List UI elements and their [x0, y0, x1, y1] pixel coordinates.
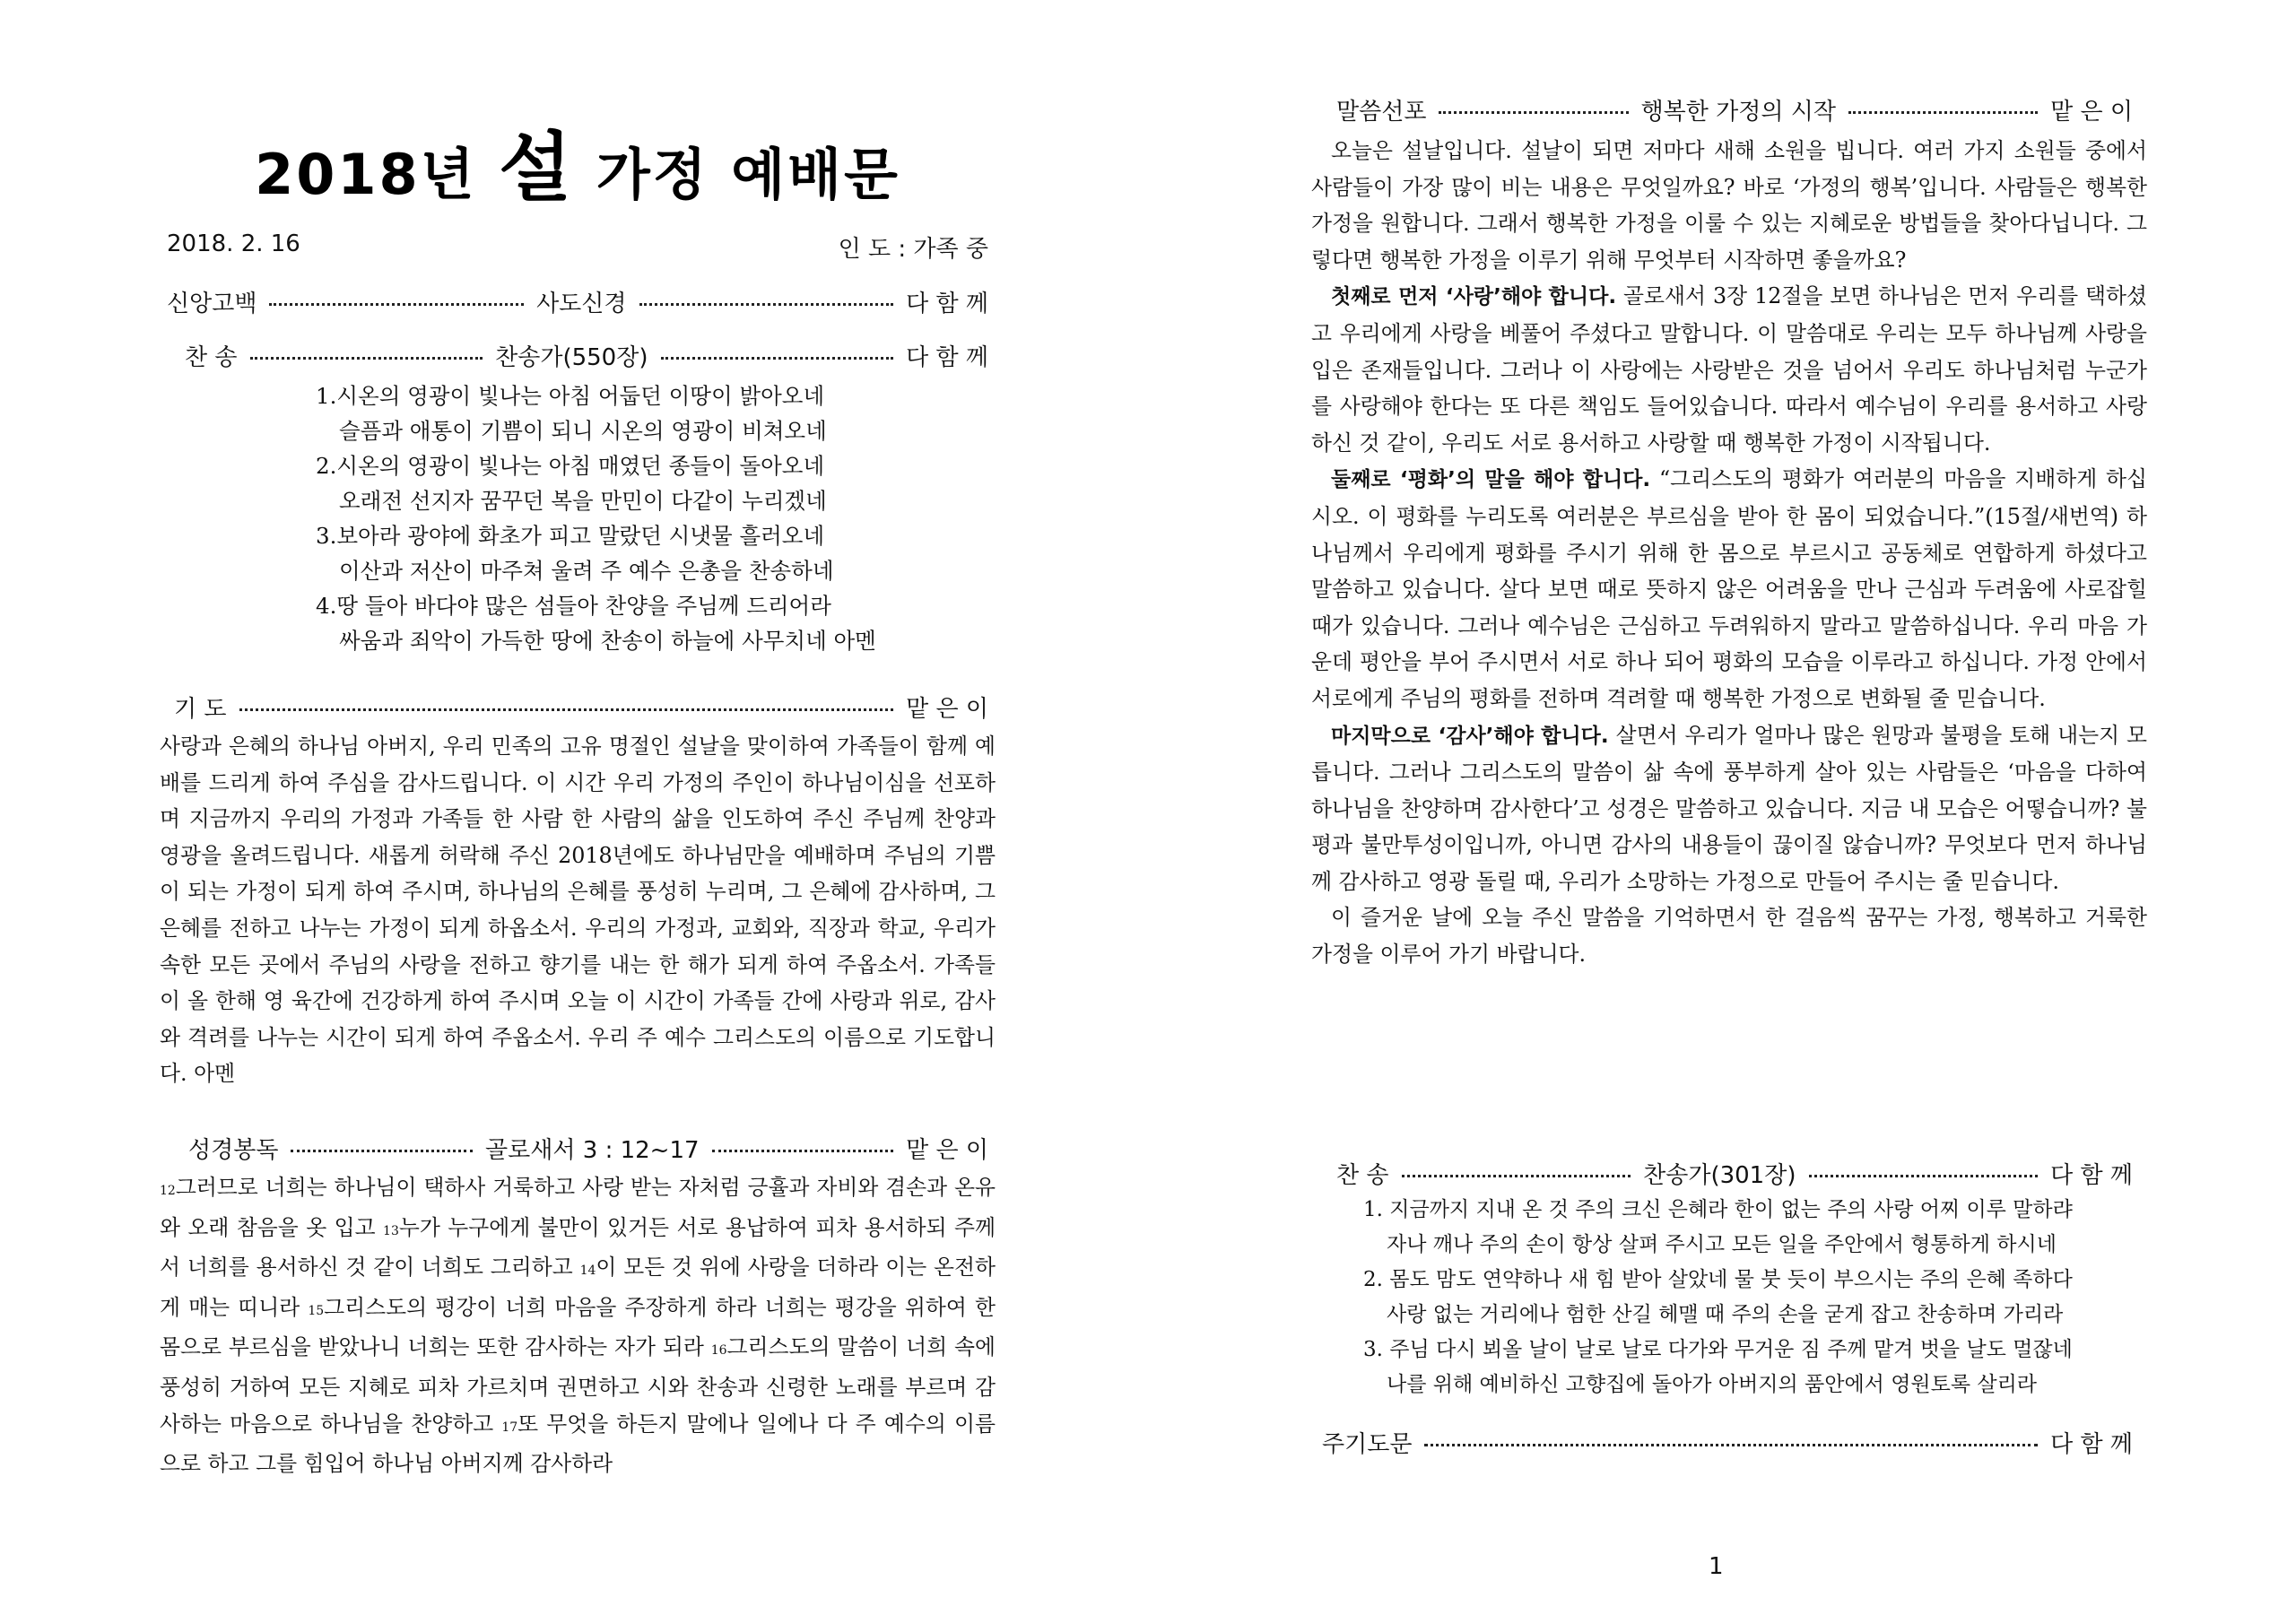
section-content: 찬송가(301장)	[1643, 1162, 1796, 1189]
sermon-text	[1311, 133, 2147, 973]
section-label: 기 도	[174, 696, 227, 723]
hymn-550-lyrics	[316, 378, 876, 658]
point-body: 골로새서 3장 12절을 보면 하나님은 먼저 우리를 택하셨고 우리에게 사랑을 베풀어 주셨다고 말합니다. 이 말씀대로 우리는 모두 하나님께 사랑을 입은 존재들입니다. 그러나 이 사랑에는 사랑받은 것을 넘어서 우리도 하나님처럼 누군가를 사랑해야 한다는 또 다른 책임도 들어있습니다. 따라서 예수님이 우리를 용서하고 사랑하신 것 같이, 우리도 서로 용서하고 사랑할 때 행복한 가정이 시작됩니다.	[1311, 283, 2147, 456]
section-lords-prayer	[1322, 1426, 2133, 1459]
title-rest: 가정 예배문	[596, 142, 900, 207]
leader-dots	[269, 303, 524, 306]
verse-number: 13	[383, 1223, 399, 1238]
hymn-line: 이산과 저산이 마주쳐 울려 주 예수 은총을 찬송하네	[339, 558, 834, 584]
leader-dots	[661, 357, 894, 360]
point-heading: 첫째로 먼저 ‘사랑’해야 합니다.	[1331, 285, 1617, 309]
hymn-line: 2. 몸도 맘도 연약하나 새 힘 받아 살았네 물 붓 듯이 부으시는 주의 은혜 족하다	[1363, 1268, 2073, 1291]
section-scripture	[188, 1132, 988, 1165]
leader-dots	[639, 303, 894, 306]
leader-dots	[250, 357, 483, 360]
section-content: 골로새서 3 : 12~17	[485, 1137, 700, 1164]
sermon-point-3	[1311, 717, 2147, 900]
hymn-line: 4.땅 들아 바다야 많은 섬들아 찬양을 주님께 드리어라	[316, 593, 831, 619]
leader-dots	[1402, 1175, 1631, 1177]
verse-text: 이 모든 것 위에 사랑을 더하라 이는 온전하게 매는 띠니라	[160, 1255, 996, 1320]
verse-number: 17	[501, 1420, 518, 1435]
section-content: 찬송가(550장)	[495, 344, 648, 371]
verse-number: 12	[160, 1184, 176, 1198]
hymn-line: 2.시온의 영광이 빛나는 아침 매였던 종들이 돌아오네	[316, 453, 825, 479]
leader-dots	[1848, 111, 2038, 114]
leader-dots	[1439, 111, 1628, 114]
prayer-paragraph: 사랑과 은혜의 하나님 아버지, 우리 민족의 고유 명절인 설날을 맞이하여 가족들이 함께 예배를 드리게 하여 주심을 감사드립니다. 이 시간 우리 가정의 주인이 하나님이심을 선포하며 지금까지 우리의 가정과 가족들 한 사람 한 사람의 삶을 인도하여 주신 주님께 찬양과 영광을 올려드립니다. 새롭게 허락해 주신 2018년에도 하나님만을 예배하며 주님의 기쁨이 되는 가정이 되게 하여 주시며, 하나님의 은혜를 풍성히 누리며, 그 은혜에 감사하며, 그 은혜를 전하고 나누는 가정이 되게 하옵소서. 우리의 가정과, 교회와, 직장과 학교, 우리가 속한 모든 곳에서 주님의 사랑을 전하고 향기를 내는 한 해가 되게 하여 주옵소서. 가족들이 올 한해 영 육간에 건강하게 하여 주시며 오늘 이 시간이 가족들 간에 사랑과 위로, 감사와 격려를 나누는 시간이 되게 하여 주옵소서. 우리 주 예수 그리스도의 이름으로 기도합니다. 아멘	[160, 734, 996, 1087]
hymn-line: 나를 위해 예비하신 고향집에 돌아가 아버지의 품안에서 영원토록 살리라	[1387, 1373, 2038, 1396]
left-column	[160, 0, 996, 1624]
meta-row	[167, 230, 988, 264]
page-number: 1	[1709, 1553, 1724, 1580]
leader-dots	[1424, 1444, 2038, 1446]
section-label: 성경봉독	[188, 1137, 279, 1164]
section-label: 찬 송	[185, 344, 238, 371]
section-who: 맡 은 이	[906, 1137, 988, 1164]
verse-text: 그리스도의 말씀이 너희 속에 풍성히 거하여 모든 지혜로 피차 가르치며 권면하고 시와 찬송과 신령한 노래를 부르며 감사하는 마음으로 하나님을 찬양하고	[160, 1334, 996, 1437]
right-column	[1311, 0, 2147, 1624]
verse-number: 14	[579, 1264, 596, 1279]
section-who: 다 함 께	[906, 344, 988, 371]
scripture-paragraph	[160, 1169, 996, 1482]
point-heading: 둘째로 ‘평화’의 말을 해야 합니다.	[1331, 468, 1651, 492]
title-seol: 설	[499, 124, 575, 212]
hymn-line: 사랑 없는 거리에나 험한 산길 헤맬 때 주의 손을 굳게 잡고 찬송하며 가리라	[1387, 1303, 2064, 1326]
hymn-line: 1.시온의 영광이 빛나는 아침 어둡던 이땅이 밝아오네	[316, 383, 825, 409]
point-body: “그리스도의 평화가 여러분의 마음을 지배하게 하십시오. 이 평화를 누리도록 여러분은 부르심을 받아 한 몸이 되었습니다.”(15절/새번역) 하나님께서 우리에게 평화를 주시기 위해 한 몸으로 부르시고 공동체로 연합하게 하셨다고 말씀하고 있습니다. 살다 보면 때로 뜻하지 않은 어려움을 만나 근심과 두려움에 사로잡힐 때가 있습니다. 그러나 예수님은 근심하고 두려워하지 말라고 말씀하십니다. 우리 마음 가운데 평안을 부어 주시면서 서로 하나 되어 평화의 모습을 이루라고 하십니다. 가정 안에서 서로에게 주님의 평화를 전하며 격려할 때 행복한 가정으로 변화될 줄 믿습니다.	[1311, 466, 2148, 711]
verse-text: 그러므로 너희는 하나님이 택하사 거룩하고 사랑 받는 자처럼 긍휼과 자비와 겸손과 온유와 오래 참음을 옷 입고	[160, 1175, 996, 1240]
hymn-line: 슬픔과 애통이 기쁨이 되니 시온의 영광이 비쳐오네	[339, 418, 827, 444]
hymn-line: 3. 주님 다시 뵈올 날이 날로 날로 다가와 무거운 짐 주께 맡겨 벗을 날도 멀잖네	[1363, 1338, 2073, 1361]
leader-dots	[291, 1150, 473, 1152]
section-content: 사도신경	[536, 291, 627, 317]
section-who: 다 함 께	[2050, 1162, 2133, 1189]
section-label: 주기도문	[1322, 1431, 1413, 1458]
scripture-text	[160, 1169, 996, 1482]
title-year: 2018년	[255, 142, 477, 207]
leader-dots	[1809, 1175, 2039, 1177]
section-sermon	[1336, 93, 2133, 126]
section-hymn-550	[185, 339, 988, 372]
hymn-line: 싸움과 죄악이 가득한 땅에 찬송이 하늘에 사무치네 아멘	[339, 628, 876, 654]
section-prayer	[174, 690, 988, 724]
hymn-line: 오래전 선지자 꿈꾸던 복을 만민이 다같이 누리겠네	[339, 488, 827, 514]
verse-text: 또 무엇을 하든지 말에나 일에나 다 주 예수의 이름으로 하고 그를 힘입어 하나님 아버지께 감사하라	[160, 1411, 996, 1477]
section-content: 행복한 가정의 시작	[1640, 99, 1837, 126]
sermon-closing: 이 즐거운 날에 오늘 주신 말씀을 기억하면서 한 걸음씩 꿈꾸는 가정, 행복하고 거룩한 가정을 이루어 가기 바랍니다.	[1311, 905, 2147, 968]
point-body: 살면서 우리가 얼마나 많은 원망과 불평을 토해 내는지 모릅니다. 그러나 그리스도의 말씀이 삶 속에 풍부하게 살아 있는 사람들은 ‘마음을 다하여 하나님을 찬양하며 감사한다’고 성경은 말씀하고 있습니다. 지금 내 모습은 어떻습니까? 불평과 불만투성이입니까, 아니면 감사의 내용들이 끊이질 않습니까? 무엇보다 먼저 하나님께 감사하고 영광 돌릴 때, 우리가 소망하는 가정으로 만들어 주시는 줄 믿습니다.	[1311, 722, 2148, 894]
leader-dots	[239, 708, 894, 711]
hymn-301-lyrics	[1363, 1193, 2073, 1403]
section-label: 찬 송	[1336, 1162, 1389, 1189]
service-leader: 인 도 : 가족 중	[838, 236, 988, 263]
page-title	[160, 108, 996, 216]
point-heading: 마지막으로 ‘감사’해야 합니다.	[1331, 724, 1609, 748]
section-who: 다 함 께	[906, 291, 989, 317]
verse-text: 그리스도의 평강이 너희 마음을 주장하게 하라 너희는 평강을 위하여 한 몸으로 부르심을 받았나니 너희는 또한 감사하는 자가 되라	[160, 1294, 996, 1360]
sermon-point-2	[1311, 461, 2147, 716]
section-label: 신앙고백	[167, 291, 257, 317]
hymn-line: 자나 깨나 주의 손이 항상 살펴 주시고 모든 일을 주안에서 형통하게 하시네	[1387, 1233, 2057, 1256]
prayer-text	[160, 728, 996, 1092]
hymn-line: 3.보아라 광야에 화초가 피고 말랐던 시냇물 흘러오네	[316, 523, 825, 549]
verse-number: 15	[308, 1303, 325, 1318]
section-who: 맡 은 이	[906, 696, 988, 723]
section-hymn-301	[1336, 1157, 2133, 1190]
leader-dots	[712, 1150, 894, 1152]
section-label: 말씀선포	[1336, 99, 1427, 126]
verse-text: 누가 누구에게 불만이 있거든 서로 용납하여 피차 용서하되 주께서 너희를 용서하신 것 같이 너희도 그리하고	[160, 1214, 996, 1281]
sermon-intro: 오늘은 설날입니다. 설날이 되면 저마다 새해 소원을 빕니다. 여러 가지 소원들 중에서 사람들이 가장 많이 비는 내용은 무엇일까요? 바로 ‘가정의 행복’입니다. 사람들은 행복한 가정을 원합니다. 그래서 행복한 가정을 이룰 수 있는 지혜로운 방법들을 찾아다닙니다. 그렇다면 행복한 가정을 이루기 위해 무엇부터 시작하면 좋을까요?	[1311, 138, 2147, 273]
service-date: 2018. 2. 16	[167, 230, 300, 257]
section-who: 맡 은 이	[2050, 99, 2134, 126]
section-who: 다 함 께	[2050, 1431, 2133, 1458]
hymn-line: 1. 지금까지 지내 온 것 주의 크신 은혜라 한이 없는 주의 사랑 어찌 이루 말하랴	[1363, 1198, 2073, 1221]
verse-number: 16	[710, 1343, 727, 1359]
section-creed	[167, 285, 988, 318]
sermon-point-1	[1311, 278, 2147, 461]
